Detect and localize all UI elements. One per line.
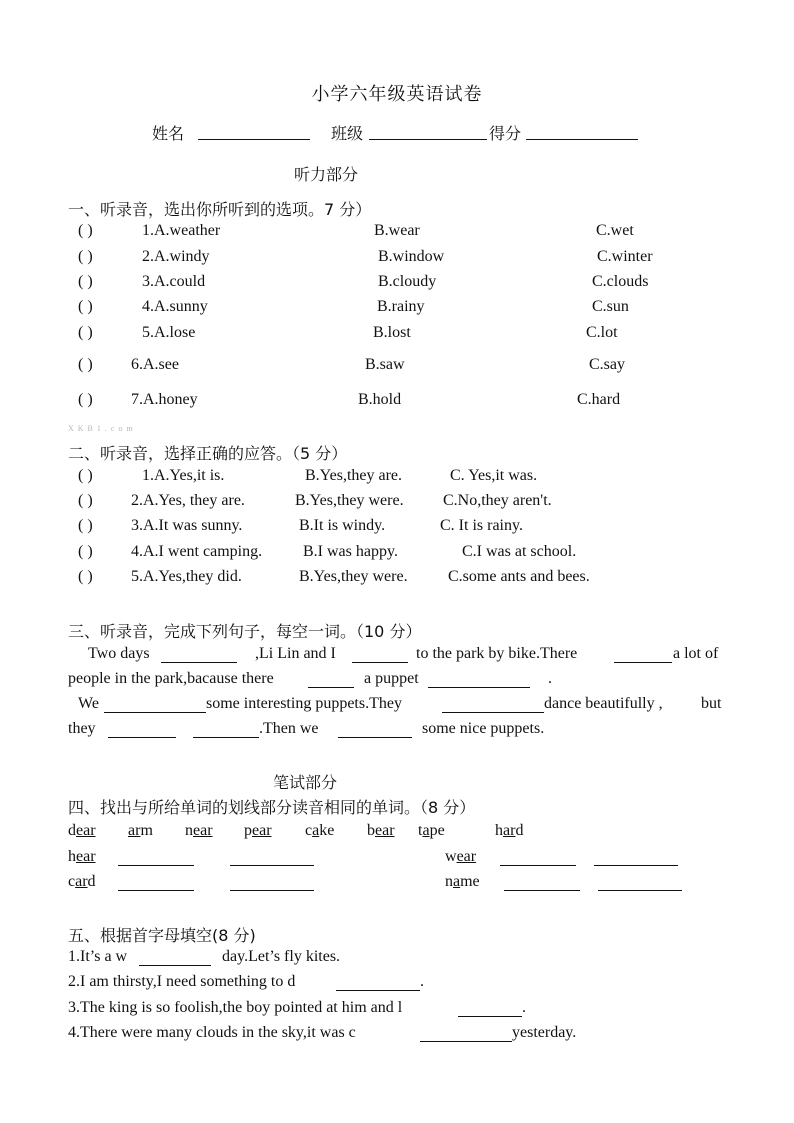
question-word: name [445, 873, 480, 890]
fill-blank[interactable] [336, 990, 420, 991]
given-word: tape [418, 822, 445, 839]
section2-heading: 二、听录音，选择正确的应答。（5 分） [68, 444, 348, 463]
text-segment: a lot of [673, 645, 719, 662]
option-c: C. Yes,it was. [450, 467, 538, 484]
class-label: 班级 [331, 124, 364, 143]
option-c: C.sun [592, 298, 629, 315]
text-segment: some nice puppets. [422, 720, 545, 737]
answer-paren[interactable]: ( ) [78, 391, 93, 408]
option-b: B.It is windy. [299, 517, 386, 534]
option-b: B.lost [373, 324, 411, 341]
option-c: C. It is rainy. [440, 517, 523, 534]
given-word: near [185, 822, 213, 839]
answer-paren[interactable]: ( ) [78, 543, 93, 560]
fill-blank[interactable] [104, 712, 206, 713]
sentence-2-end: . [420, 973, 424, 990]
fill-blank[interactable] [338, 737, 412, 738]
option-c: C.clouds [592, 273, 649, 290]
answer-paren[interactable]: ( ) [78, 324, 93, 341]
fill-blank[interactable] [308, 687, 354, 688]
section3-heading: 三、听录音，完成下列句子，每空一词。（10 分） [68, 622, 422, 641]
section4-heading: 四、找出与所给单词的划线部分读音相同的单词。（8 分） [68, 798, 476, 817]
option-b: B.Yes,they were. [299, 568, 408, 585]
fill-blank[interactable] [161, 662, 237, 663]
option-a: 3.A.It was sunny. [131, 517, 243, 534]
option-a: 5.A.Yes,they did. [131, 568, 242, 585]
fill-blank[interactable] [420, 1041, 512, 1042]
question-word: card [68, 873, 96, 890]
text-segment: ,Li Lin and I [255, 645, 336, 662]
text-segment: a puppet [364, 670, 419, 687]
option-b: B.rainy [377, 298, 425, 315]
sentence-4-end: yesterday. [512, 1024, 577, 1041]
score-blank[interactable] [526, 139, 638, 140]
option-b: B.Yes,they are. [305, 467, 403, 484]
option-a: 1.A.weather [142, 222, 221, 239]
listening-heading: 听力部分 [294, 165, 359, 184]
written-heading: 笔试部分 [273, 773, 338, 792]
page-title: 小学六年级英语试卷 [311, 84, 483, 105]
fill-blank[interactable] [193, 737, 259, 738]
answer-blank[interactable] [500, 865, 576, 866]
sentence-1-end: day.Let’s fly kites. [222, 948, 341, 965]
question-word: wear [445, 848, 477, 865]
class-blank[interactable] [369, 139, 487, 140]
answer-blank[interactable] [598, 890, 682, 891]
name-label: 姓名 [152, 124, 185, 143]
given-word: arm [128, 822, 153, 839]
answer-paren[interactable]: ( ) [78, 467, 93, 484]
option-a: 2.A.windy [142, 248, 210, 265]
option-c: C.some ants and bees. [448, 568, 590, 585]
text-segment: dance beautifully , [544, 695, 663, 712]
option-b: B.I was happy. [303, 543, 398, 560]
option-c: C.winter [597, 248, 653, 265]
option-b: B.cloudy [378, 273, 437, 290]
option-a: 5.A.lose [142, 324, 196, 341]
option-b: B.window [378, 248, 445, 265]
answer-paren[interactable]: ( ) [78, 222, 93, 239]
text-segment: some interesting puppets.They [206, 695, 402, 712]
answer-blank[interactable] [230, 890, 314, 891]
answer-blank[interactable] [118, 865, 194, 866]
option-c: C.No,they aren't. [443, 492, 552, 509]
sentence-3-end: . [522, 999, 526, 1016]
fill-blank[interactable] [428, 687, 530, 688]
text-segment: Two days [88, 645, 150, 662]
text-segment: .Then we [259, 720, 319, 737]
answer-paren[interactable]: ( ) [78, 492, 93, 509]
section1-heading: 一、听录音，选出你所听到的选项。7 分） [68, 200, 372, 219]
option-c: C.wet [596, 222, 634, 239]
fill-blank[interactable] [442, 712, 544, 713]
sentence-1: 1.It’s a w [68, 948, 128, 965]
option-c: C.lot [586, 324, 618, 341]
text-segment: but [701, 695, 722, 712]
text-segment: to the park by bike.There [416, 645, 578, 662]
option-a: 7.A.honey [131, 391, 198, 408]
option-b: B.Yes,they were. [295, 492, 404, 509]
option-a: 4.A.sunny [142, 298, 208, 315]
question-word: hear [68, 848, 96, 865]
given-word: hard [495, 822, 524, 839]
fill-blank[interactable] [139, 965, 211, 966]
answer-blank[interactable] [504, 890, 580, 891]
answer-paren[interactable]: ( ) [78, 517, 93, 534]
option-c: C.say [589, 356, 625, 373]
option-a: 2.A.Yes, they are. [131, 492, 245, 509]
text-segment: people in the park,bacause there [68, 670, 274, 687]
fill-blank[interactable] [108, 737, 176, 738]
fill-blank[interactable] [458, 1016, 522, 1017]
answer-paren[interactable]: ( ) [78, 298, 93, 315]
answer-blank[interactable] [594, 865, 678, 866]
option-a: 4.A.I went camping. [131, 543, 263, 560]
answer-paren[interactable]: ( ) [78, 568, 93, 585]
option-c: C.I was at school. [462, 543, 577, 560]
text-segment: they [68, 720, 96, 737]
section5-heading: 五、根据首字母填空(8 分) [68, 926, 256, 945]
watermark: X K B 1 . c o m [68, 424, 134, 433]
given-word: dear [68, 822, 96, 839]
answer-blank[interactable] [230, 865, 314, 866]
option-a: 1.A.Yes,it is. [142, 467, 225, 484]
answer-paren[interactable]: ( ) [78, 248, 93, 265]
text-segment: . [548, 670, 552, 687]
option-b: B.hold [358, 391, 402, 408]
sentence-3: 3.The king is so foolish,the boy pointed at him and l [68, 999, 403, 1016]
option-b: B.saw [365, 356, 405, 373]
given-word: pear [244, 822, 272, 839]
fill-blank[interactable] [614, 662, 672, 663]
text-segment: We [78, 695, 99, 712]
sentence-4: 4.There were many clouds in the sky,it was c [68, 1024, 356, 1041]
option-c: C.hard [577, 391, 621, 408]
given-word: cake [305, 822, 335, 839]
answer-paren[interactable]: ( ) [78, 273, 93, 290]
option-a: 6.A.see [131, 356, 179, 373]
option-a: 3.A.could [142, 273, 206, 290]
name-blank[interactable] [198, 139, 310, 140]
answer-paren[interactable]: ( ) [78, 356, 93, 373]
option-b: B.wear [374, 222, 420, 239]
answer-blank[interactable] [118, 890, 194, 891]
given-word: bear [367, 822, 395, 839]
score-label: 得分 [489, 124, 522, 143]
fill-blank[interactable] [352, 662, 408, 663]
sentence-2: 2.I am thirsty,I need something to d [68, 973, 296, 990]
